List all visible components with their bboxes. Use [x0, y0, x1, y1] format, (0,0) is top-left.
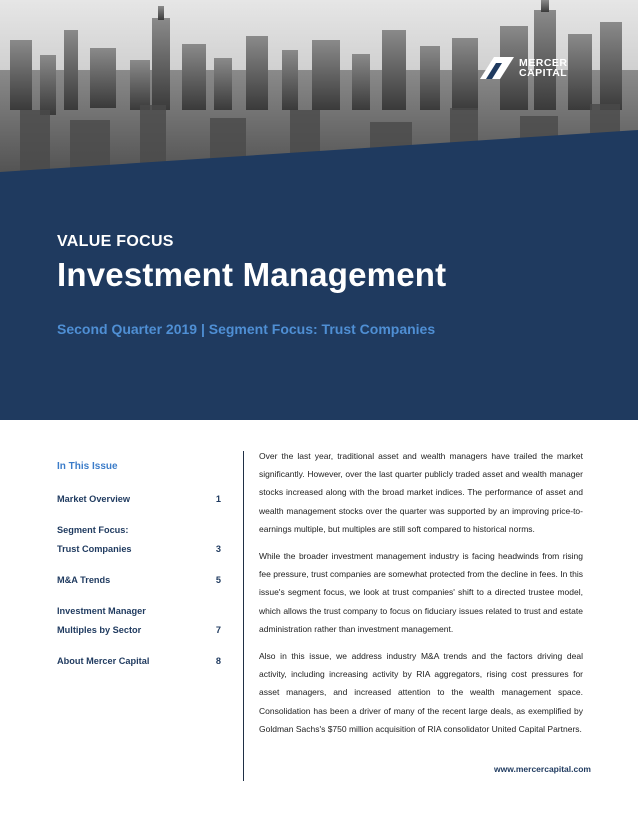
website-link[interactable]: www.mercercapital.com [493, 764, 591, 774]
body-paragraph: Also in this issue, we address industry M&A trends and the factors driving deal activity, including increasing activity by RIA aggregators, rising cost pressures for asset managers, and increased attention to the wealth management space. Consolidation has been a driver of many of the recent large deals, as exemplified by Goldman Sachs's $750 million acquisition of RIA consolidator United Capital Partners. [259, 651, 583, 734]
toc-item-segment-focus[interactable] [57, 521, 221, 559]
toc-item-page: 5 [215, 575, 221, 585]
logo-line-1: MERCER [519, 57, 568, 69]
toc-item-label: Investment Manager Multiples by Sector [57, 606, 146, 635]
body-paragraph: While the broader investment management industry is facing headwinds from rising fee pressure, trust companies are somewhat protected from the decline in fees. In this issue's segment focus, we look at trust companies' shift to a directed trustee model, which allows the trust company to focus on fiduciary issues related to trust and estate administration rather than investment management. [259, 551, 583, 634]
toc-item-ma-trends[interactable] [57, 571, 221, 590]
mercer-capital-logo [480, 54, 592, 82]
toc-item-page: 3 [215, 544, 221, 554]
toc-item-page: 8 [215, 656, 221, 666]
toc-item-market-overview[interactable] [57, 490, 221, 509]
logo-wordmark [519, 58, 568, 78]
body-paragraph: Over the last year, traditional asset and wealth managers have trailed the market significantly. However, over the last quarter publicly traded asset and wealth manager stocks increased along with the broad market indices. The performance of asset and wealth management stocks over the quarter was supported by an improving price-to-earnings multiple, but multiples are still soft compared to historical norms. [259, 451, 583, 534]
page-title: Investment Management [57, 256, 447, 293]
series-label: VALUE FOCUS [57, 233, 174, 250]
toc-heading: In This Issue [57, 461, 118, 472]
toc-item-label: About Mercer Capital [57, 656, 150, 666]
table-of-contents [57, 461, 221, 683]
column-divider [243, 451, 244, 781]
logo-mark-icon [480, 57, 514, 79]
toc-item-label: M&A Trends [57, 575, 111, 585]
toc-item-page: 7 [215, 625, 221, 635]
logo-line-2: CAPITAL [519, 67, 568, 79]
toc-item-multiples[interactable] [57, 602, 221, 640]
toc-item-about[interactable] [57, 652, 221, 671]
toc-item-label: Segment Focus: Trust Companies [57, 525, 132, 554]
issue-subtitle: Second Quarter 2019 | Segment Focus: Trust Companies [57, 321, 436, 337]
toc-item-label: Market Overview [57, 494, 131, 504]
intro-body [259, 447, 583, 747]
toc-item-page: 1 [215, 494, 221, 504]
